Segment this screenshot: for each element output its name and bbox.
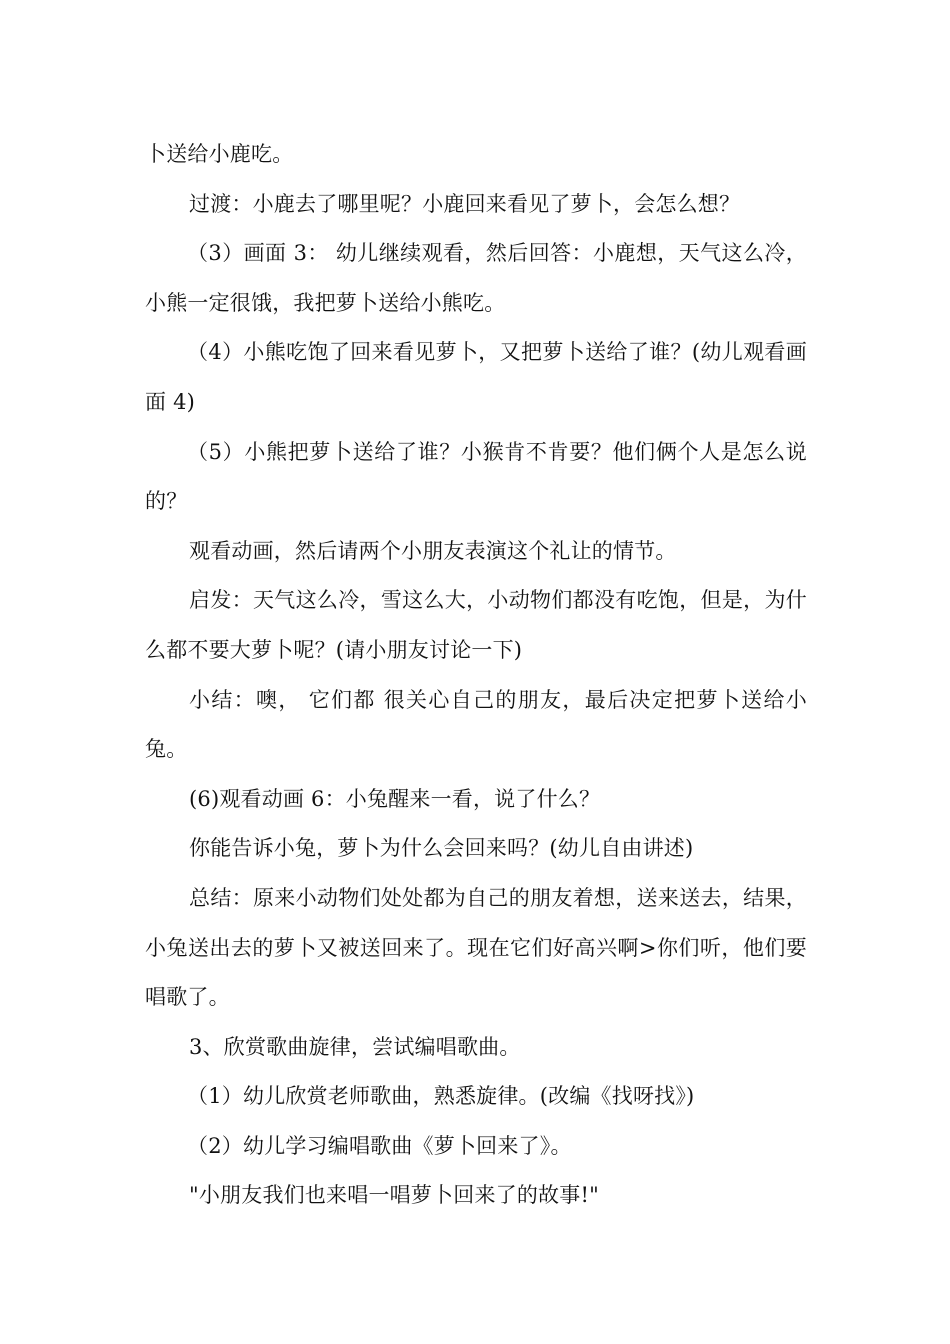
paragraph-13: （1）幼儿欣赏老师歌曲，熟悉旋律。(改编《找呀找》) bbox=[187, 1084, 695, 1109]
paragraph-4: （4）小熊吃饱了回来看见萝卜，又把萝卜送给了谁？(幼儿观看画面 4) bbox=[145, 340, 807, 414]
paragraph-1: 卜送给小鹿吃。 bbox=[145, 142, 294, 166]
paragraph-12: 3、欣赏歌曲旋律，尝试编唱歌曲。 bbox=[189, 1034, 521, 1059]
paragraph-11: 总结：原来小动物们处处都为自己的朋友着想，送来送去，结果，小兔送出去的萝卜又被送回来了。现在它们好高兴啊>你们听，他们要唱歌了。 bbox=[145, 885, 807, 1010]
paragraph-14: （2）幼儿学习编唱歌曲《萝卜回来了》。 bbox=[187, 1133, 572, 1158]
paragraph-3: （3）画面 3： 幼儿继续观看，然后回答：小鹿想，天气这么冷，小熊一定很饿，我把萝卜送给小熊吃。 bbox=[145, 241, 807, 315]
paragraph-6: 观看动画，然后请两个小朋友表演这个礼让的情节。 bbox=[189, 538, 677, 563]
paragraph-10: 你能告诉小兔，萝卜为什么会回来吗？(幼儿自由讲述) bbox=[189, 836, 694, 861]
paragraph-2: 过渡：小鹿去了哪里呢？小鹿回来看见了萝卜，会怎么想？ bbox=[189, 191, 741, 216]
paragraph-7: 启发：天气这么冷，雪这么大，小动物们都没有吃饱，但是，为什么都不要大萝卜呢？(请小朋友讨论一下) bbox=[145, 588, 807, 662]
paragraph-9: (6)观看动画 6：小兔醒来一看，说了什么？ bbox=[189, 786, 601, 811]
paragraph-5: （5）小熊把萝卜送给了谁？小猴肯不肯要？他们俩个人是怎么说的？ bbox=[145, 439, 807, 514]
document-body bbox=[145, 130, 807, 1221]
paragraph-15: "小朋友我们也来唱一唱萝卜回来了的故事!" bbox=[189, 1183, 599, 1208]
paragraph-8: 小结：噢， 它们都 很关心自己的朋友，最后决定把萝卜送给小兔。 bbox=[145, 687, 807, 762]
